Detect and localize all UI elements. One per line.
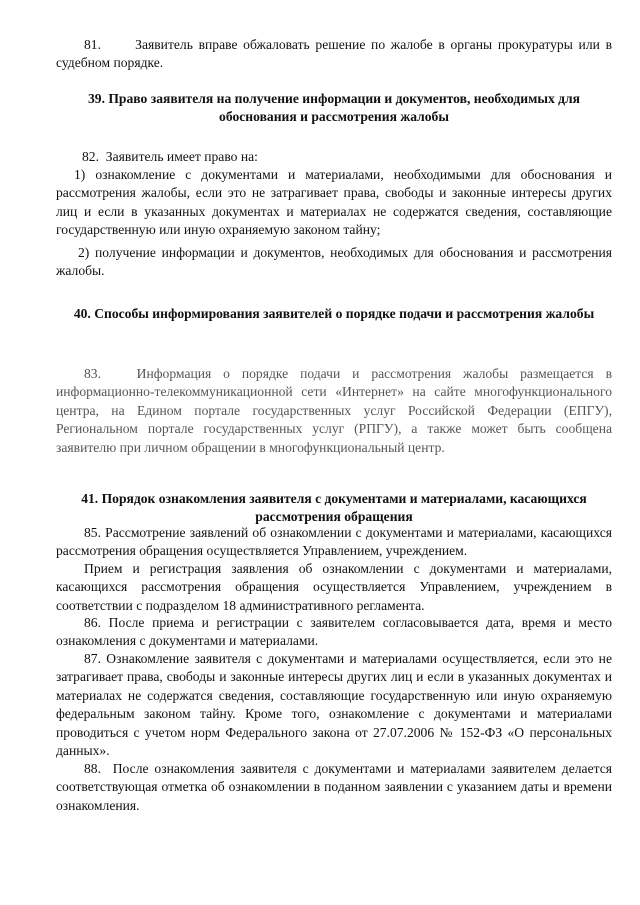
paragraph-83: 83. Информация о порядке подачи и рассмотрения жалобы размещается в информационно-телекоммуникационной сети «Интернет» на сайте многофункционального центра, на Едином портале государственных услуг Российской Федерации (ЕПГУ), Региональном портале государственных услуг (РПГУ), а также может быть сообщена заявителю при личном обращении в многофункциональный центр. <box>56 366 612 455</box>
paragraph-88: 88. После ознакомления заявителя с документами и материалами заявителем делается соответствующая отметка об ознакомлении в поданном заявлении с указанием даты и времени ознакомления. <box>56 761 612 813</box>
section-heading-39: 39. Право заявителя на получение информации и документов, необходимых для обоснования и рассмотрения жалобы <box>87 91 581 125</box>
paragraph-82-item-2: 2) получение информации и документов, необходимых для обоснования и рассмотрения жалобы. <box>56 245 612 279</box>
paragraph-87: 87. Ознакомление заявителя с документами и материалами осуществляется, если это не затрагивает права, свободы и законные интересы других лиц и если в указанных документах и материалах не содержатся сведения, составляющие государственную или иную охраняемую федеральным законом тайну. Кроме того, ознакомление с документами и материалами проводиться с учетом норм Федерального закона от 27.07.2006 № 152-ФЗ «О персональных данных». <box>56 651 612 759</box>
paragraph-86: 86. После приема и регистрации с заявителем согласовывается дата, время и место ознакомления с документами и материалами. <box>56 615 612 649</box>
section-heading-40: 40. Способы информирования заявителей о порядке подачи и рассмотрения жалобы <box>73 306 595 321</box>
section-heading-41: 41. Порядок ознакомления заявителя с документами и материалами, касающихся рассмотрения обращения <box>81 491 587 525</box>
paragraph-82: 82. Заявитель имеет право на: <box>82 149 258 164</box>
paragraph-82-item-1: 1) ознакомление с документами и материалами, необходимыми для обоснования и рассмотрения жалобы, если это не затрагивает права, свободы и законные интересы других лиц и если в указанных документах и материалах не содержатся сведения, составляющие государственную или иную охраняемую законом тайну; <box>56 167 612 238</box>
paragraph-85: 85. Рассмотрение заявлений об ознакомлении с документами и материалами, касающихся рассмотрения обращения осуществляется Управлением, учреждением. <box>56 525 612 559</box>
paragraph-85-continued: Прием и регистрация заявления об ознакомлении с документами и материалами, касающихся рассмотрения обращения осуществляется Управлением, учреждением в соответствии с подразделом 18 административного регламента. <box>56 561 612 613</box>
paragraph-81: 81. Заявитель вправе обжаловать решение по жалобе в органы прокуратуры или в судебном порядке. <box>56 37 612 71</box>
